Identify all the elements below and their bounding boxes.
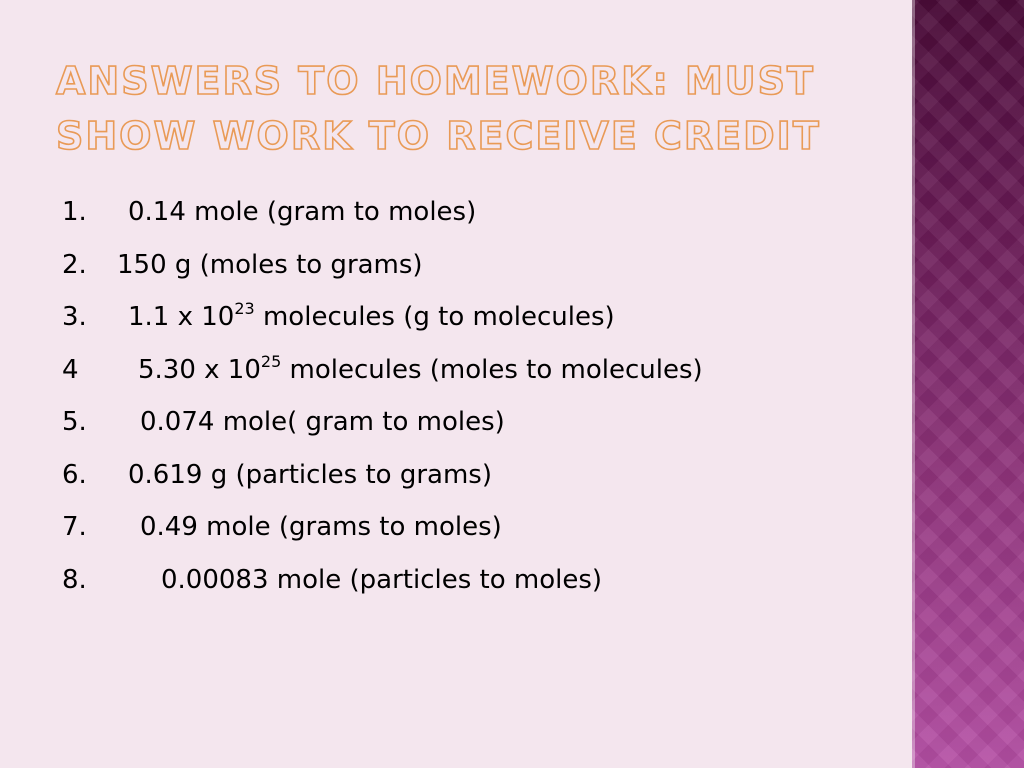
answer-text: 0.49 mole (grams to moles) (140, 512, 502, 542)
answer-item-2 (62, 239, 902, 292)
answer-text: 150 g (moles to grams) (117, 249, 423, 280)
answer-text: molecules (moles to molecules) (281, 354, 703, 385)
answer-item-7 (62, 501, 902, 554)
answer-number: 3. (62, 302, 87, 332)
answer-item-6 (62, 449, 902, 502)
answer-text: molecules (g to molecules) (254, 302, 615, 332)
answer-text: 0.619 g (particles to grams) (128, 459, 492, 490)
answer-number: 2. (62, 249, 87, 280)
answer-list (62, 186, 902, 606)
answer-number: 5. (62, 407, 87, 437)
answer-value: 5.30 x 10 (138, 354, 261, 385)
answer-text: 0.14 mole (gram to moles) (128, 197, 477, 227)
answer-number: 1. (62, 197, 87, 227)
answer-value: 1.1 x 10 (128, 302, 235, 332)
answer-item-1 (62, 186, 902, 239)
answer-item-8 (62, 554, 902, 607)
answer-item-4 (62, 344, 902, 397)
answer-exponent: 23 (234, 299, 255, 318)
answer-item-5 (62, 396, 902, 449)
decorative-side-bar (912, 0, 1024, 768)
answer-text: 0.00083 mole (particles to moles) (161, 564, 603, 595)
answer-number: 8. (62, 564, 87, 595)
answer-text: 0.074 mole( gram to moles) (140, 407, 505, 437)
answer-number: 7. (62, 512, 87, 542)
answer-item-3 (62, 291, 902, 344)
answer-exponent: 25 (260, 351, 282, 371)
answer-number: 6. (62, 459, 87, 490)
slide-title: ANSWERS TO HOMEWORK: MUST SHOW WORK TO RECEIVE CREDIT (56, 59, 821, 158)
answer-number: 4 (62, 354, 79, 385)
